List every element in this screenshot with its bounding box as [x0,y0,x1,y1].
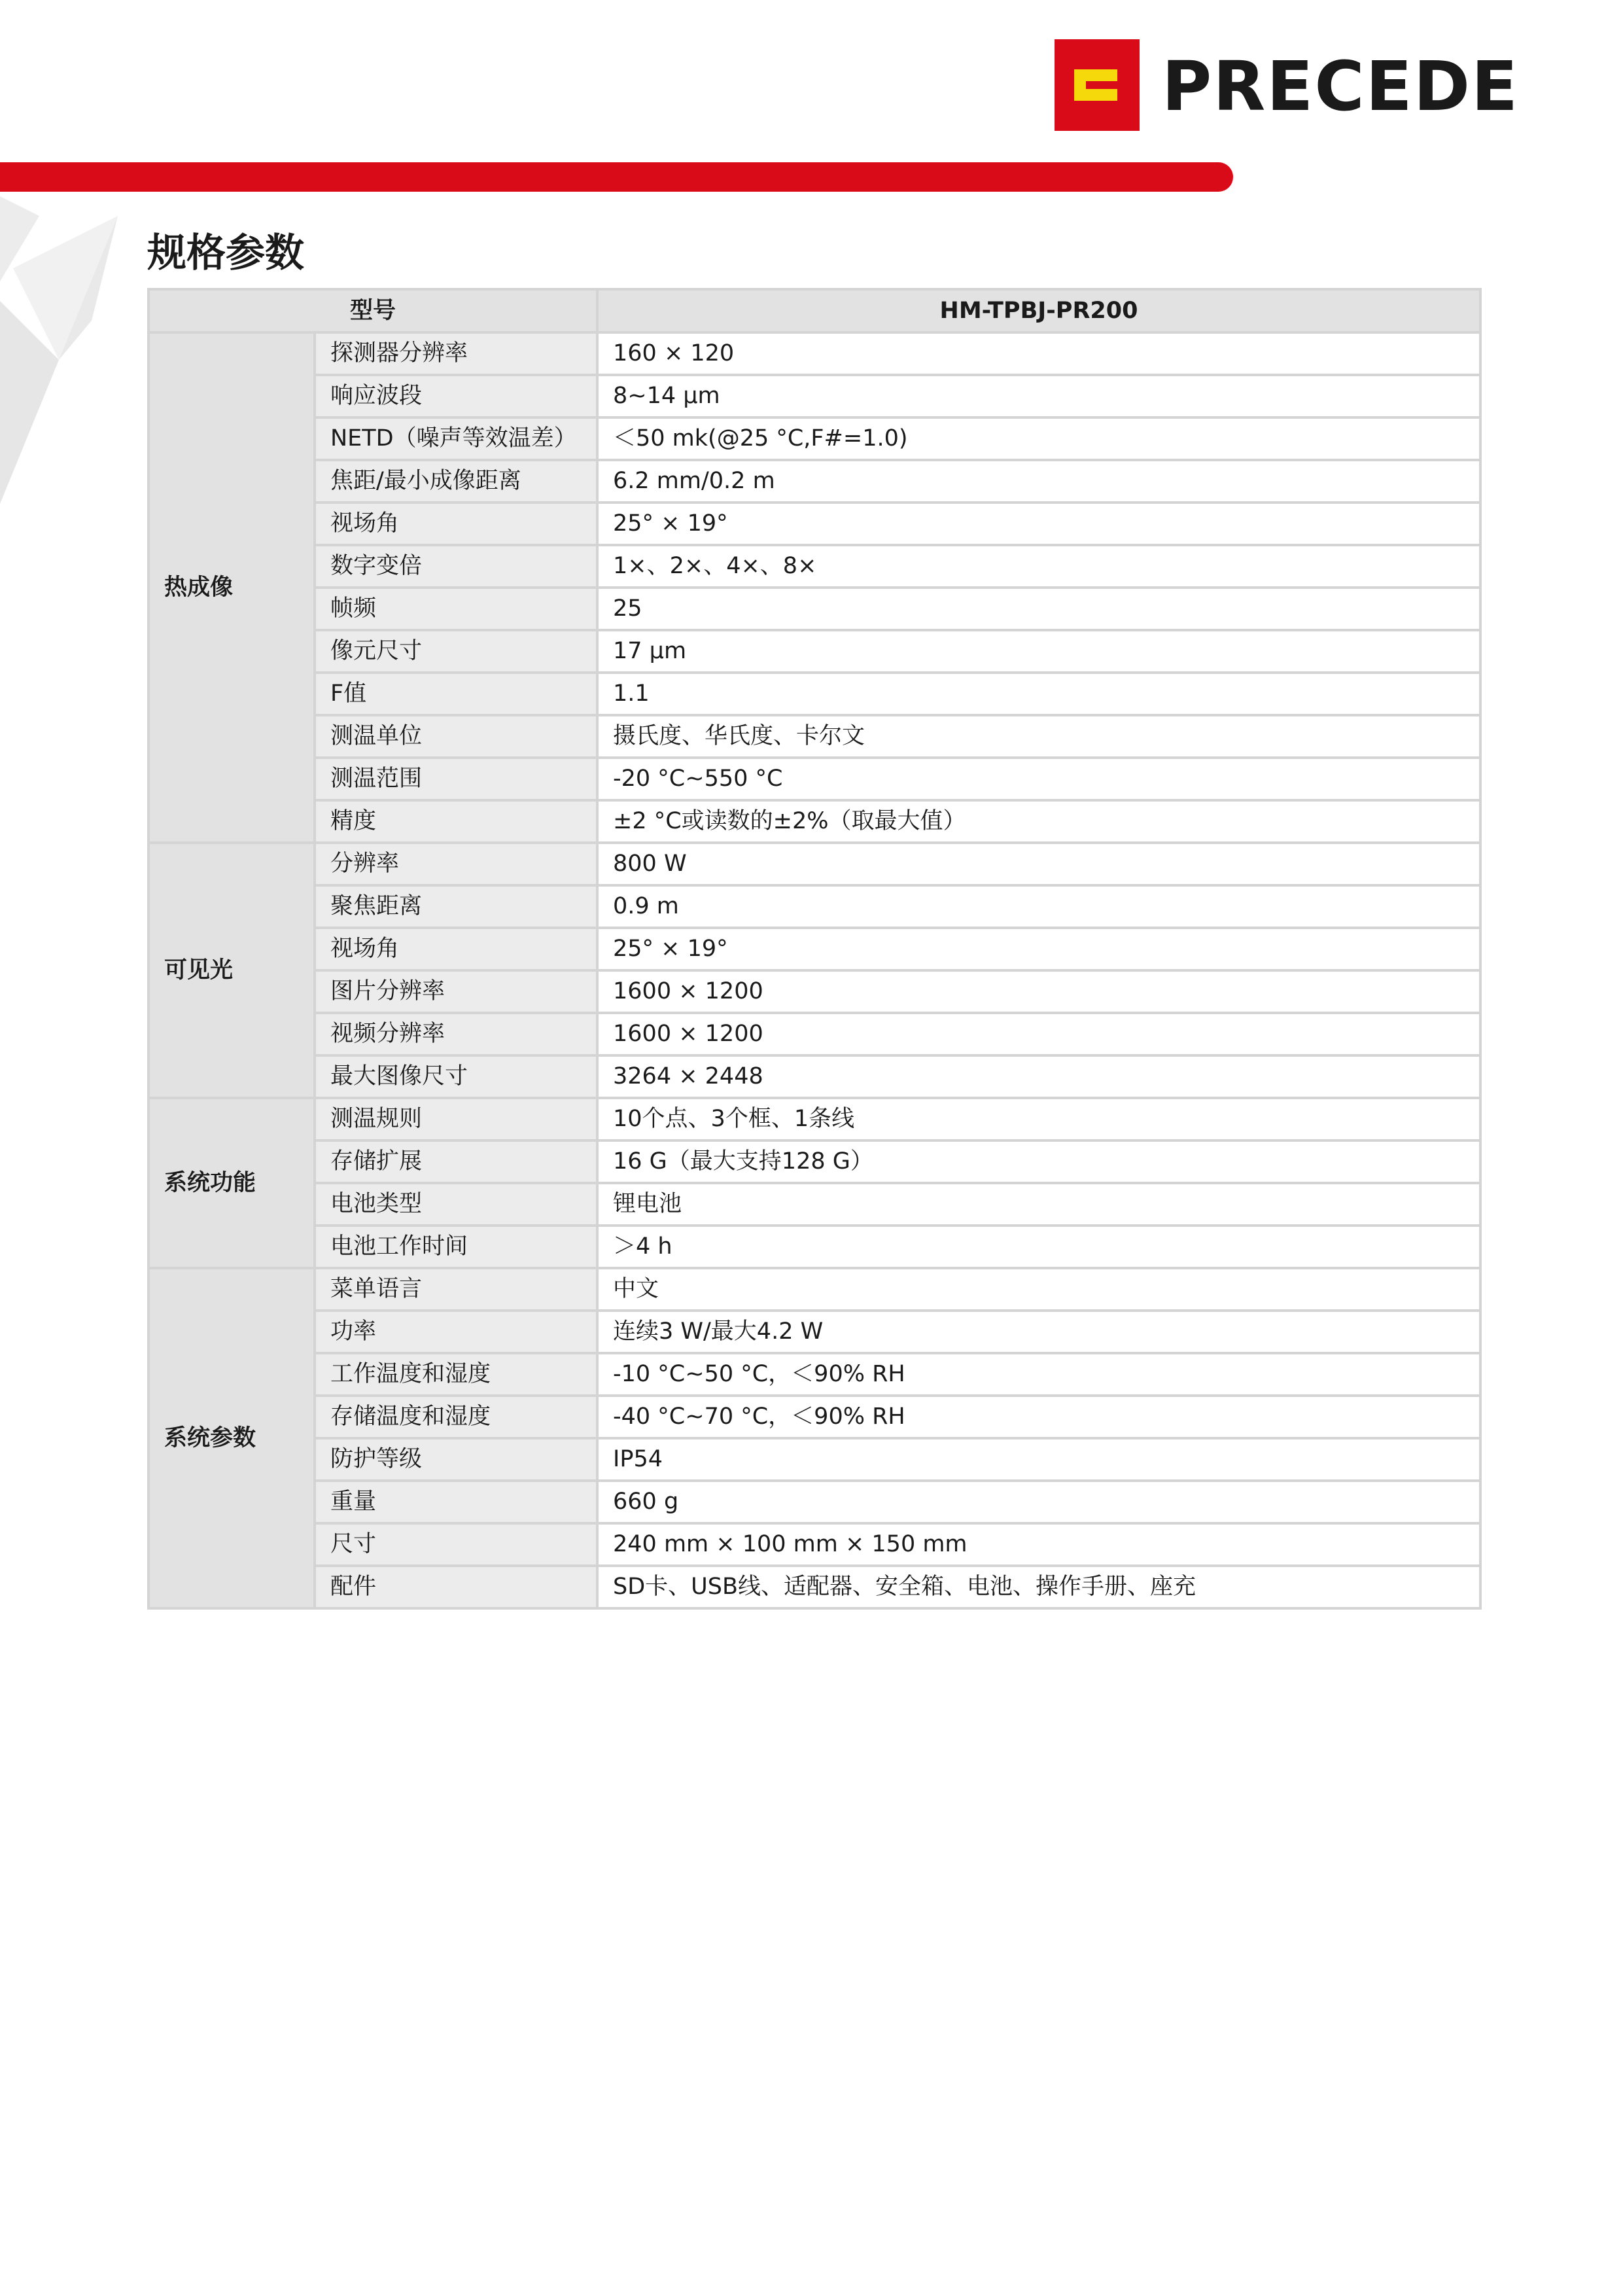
param-cell: 分辨率 [315,843,597,885]
value-cell: 3264 × 2448 [597,1055,1480,1098]
table-row [148,928,1480,970]
param-cell: 尺寸 [315,1523,597,1566]
value-cell: -40 °C~70 °C，＜90% RH [597,1396,1480,1438]
param-cell: 电池类型 [315,1183,597,1226]
value-cell: ±2 °C或读数的±2%（取最大值） [597,800,1480,843]
value-cell: 800 W [597,843,1480,885]
category-cell: 可见光 [148,843,315,1098]
table-row [148,1226,1480,1268]
table-row [148,715,1480,758]
table-row [148,332,1480,375]
param-cell: 功率 [315,1311,597,1353]
table-row [148,503,1480,545]
table-row [148,1183,1480,1226]
param-cell: 视场角 [315,928,597,970]
param-cell: 电池工作时间 [315,1226,597,1268]
param-cell: 帧频 [315,588,597,630]
page-title: 规格参数 [147,230,304,276]
param-cell: 防护等级 [315,1438,597,1481]
table-row [148,1098,1480,1140]
value-cell: 1×、2×、4×、8× [597,545,1480,588]
param-cell: 配件 [315,1566,597,1608]
brand-name: PRECEDE [1162,46,1520,126]
param-cell: 聚焦距离 [315,885,597,928]
category-cell: 系统功能 [148,1098,315,1268]
value-cell: 17 μm [597,630,1480,673]
value-cell: ＞4 h [597,1226,1480,1268]
param-cell: NETD（噪声等效温差） [315,417,597,460]
value-cell: ＜50 mk(@25 °C,F#=1.0) [597,417,1480,460]
category-cell: 系统参数 [148,1268,315,1608]
value-cell: IP54 [597,1438,1480,1481]
value-cell: 8~14 μm [597,375,1480,417]
param-cell: 精度 [315,800,597,843]
param-cell: 数字变倍 [315,545,597,588]
table-row [148,1481,1480,1523]
param-cell: 工作温度和湿度 [315,1353,597,1396]
table-row [148,843,1480,885]
table-row [148,1523,1480,1566]
table-row [148,1396,1480,1438]
param-cell: 像元尺寸 [315,630,597,673]
value-cell: 16 G（最大支持128 G） [597,1140,1480,1183]
value-cell: 锂电池 [597,1183,1480,1226]
value-cell: 1.1 [597,673,1480,715]
table-row [148,1353,1480,1396]
param-cell: 视频分辨率 [315,1013,597,1055]
value-cell: 25° × 19° [597,503,1480,545]
spec-table [147,288,1482,1610]
param-cell: 响应波段 [315,375,597,417]
table-row [148,460,1480,503]
value-cell: 240 mm × 100 mm × 150 mm [597,1523,1480,1566]
param-cell: 探测器分辨率 [315,332,597,375]
table-row [148,588,1480,630]
spec-body [148,332,1480,1608]
category-cell: 热成像 [148,332,315,843]
table-row [148,673,1480,715]
value-cell: 1600 × 1200 [597,1013,1480,1055]
table-header-row [148,289,1480,332]
value-cell: 25 [597,588,1480,630]
table-row [148,375,1480,417]
param-cell: F值 [315,673,597,715]
table-row [148,630,1480,673]
value-cell: 25° × 19° [597,928,1480,970]
value-cell: 1600 × 1200 [597,970,1480,1013]
value-cell: 10个点、3个框、1条线 [597,1098,1480,1140]
value-cell: 0.9 m [597,885,1480,928]
table-row [148,885,1480,928]
table-row [148,758,1480,800]
value-cell: SD卡、USB线、适配器、安全箱、电池、操作手册、座充 [597,1566,1480,1608]
decorative-shapes [0,190,131,517]
param-cell: 测温单位 [315,715,597,758]
table-row [148,970,1480,1013]
value-cell: 660 g [597,1481,1480,1523]
table-row [148,1140,1480,1183]
table-row [148,1013,1480,1055]
param-cell: 最大图像尺寸 [315,1055,597,1098]
table-row [148,1311,1480,1353]
table-row [148,1268,1480,1311]
value-cell: 摄氏度、华氏度、卡尔文 [597,715,1480,758]
brand-logo [1055,39,1520,131]
table-row [148,417,1480,460]
value-cell: 中文 [597,1268,1480,1311]
param-cell: 重量 [315,1481,597,1523]
value-cell: 160 × 120 [597,332,1480,375]
table-row [148,800,1480,843]
param-cell: 存储温度和湿度 [315,1396,597,1438]
model-value: HM-TPBJ-PR200 [597,289,1480,332]
value-cell: 连续3 W/最大4.2 W [597,1311,1480,1353]
param-cell: 焦距/最小成像距离 [315,460,597,503]
param-cell: 菜单语言 [315,1268,597,1311]
param-cell: 存储扩展 [315,1140,597,1183]
param-cell: 测温范围 [315,758,597,800]
param-cell: 测温规则 [315,1098,597,1140]
table-row [148,1438,1480,1481]
logo-mark [1055,39,1140,131]
table-row [148,545,1480,588]
value-cell: 6.2 mm/0.2 m [597,460,1480,503]
header-red-band [0,162,1233,192]
value-cell: -10 °C~50 °C，＜90% RH [597,1353,1480,1396]
model-label: 型号 [148,289,597,332]
value-cell: -20 °C~550 °C [597,758,1480,800]
table-row [148,1566,1480,1608]
param-cell: 图片分辨率 [315,970,597,1013]
param-cell: 视场角 [315,503,597,545]
table-row [148,1055,1480,1098]
